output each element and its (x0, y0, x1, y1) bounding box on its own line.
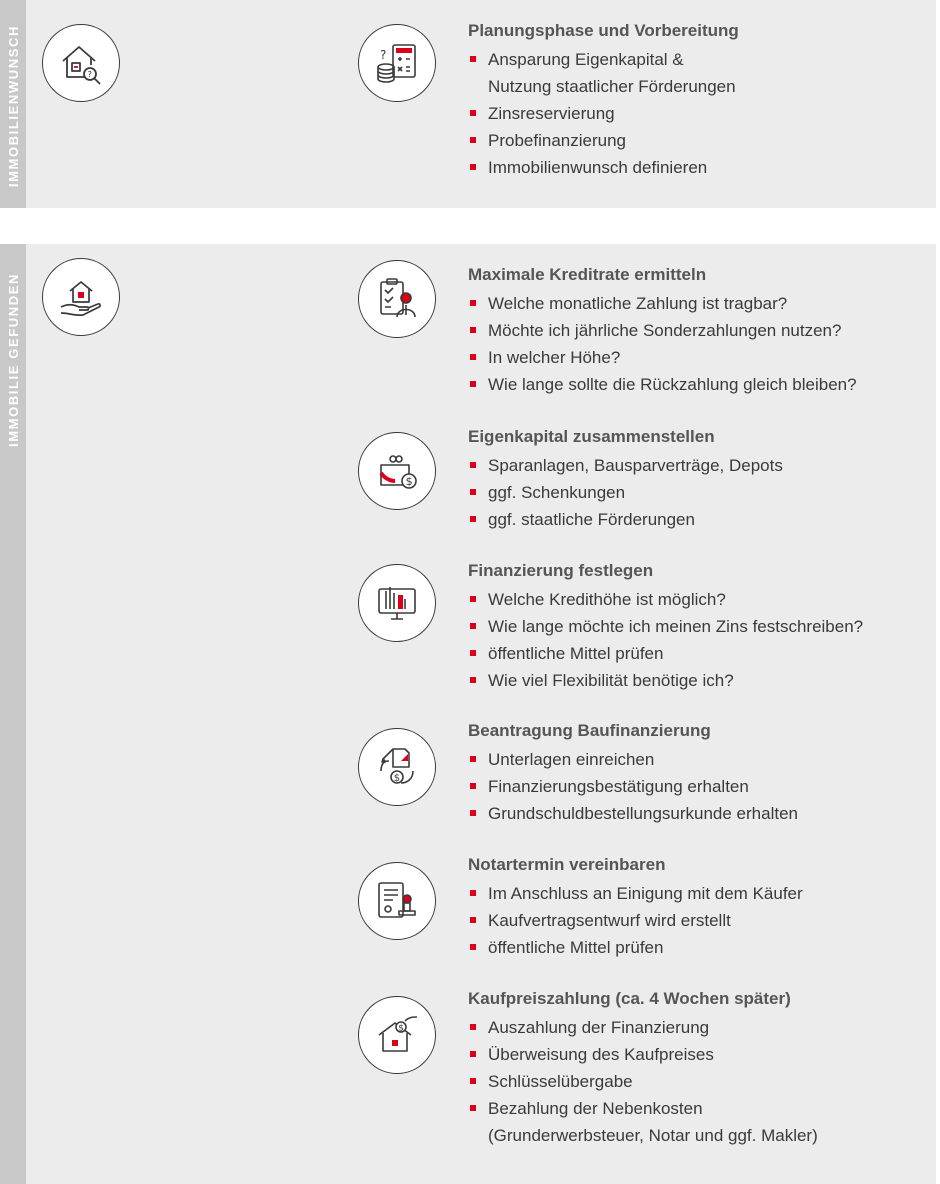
contract-stamp-icon (358, 862, 436, 940)
svg-text:$: $ (405, 475, 413, 489)
section-label: IMMOBILIENWUNSCH (5, 24, 21, 188)
svg-text:$: $ (393, 773, 401, 784)
step-title: Finanzierung festlegen (468, 561, 654, 580)
list-item: Bezahlung der Nebenkosten (Grunderwerbsteuer, Notar und ggf. Makler) (468, 1095, 928, 1149)
house-search-icon (42, 24, 120, 102)
step-eigenkapital (468, 426, 928, 533)
step-finanzierung (468, 560, 928, 694)
house-in-hand-icon (42, 258, 120, 336)
monitor-chart-icon (358, 564, 436, 642)
list-item: ggf. staatliche Förderungen (468, 506, 928, 533)
step-notartermin (468, 854, 928, 961)
list-item: Grundschuldbestellungsurkunde erhalten (468, 800, 928, 827)
step-title: Planungsphase und Vorbereitung (468, 21, 739, 40)
list-item: Unterlagen einreichen (468, 746, 928, 773)
list-item: Immobilienwunsch definieren (468, 154, 928, 181)
section-immobilienwunsch (0, 0, 936, 208)
list-item: Im Anschluss an Einigung mit dem Käufer (468, 880, 928, 907)
document-cycle-dollar-icon (358, 728, 436, 806)
step-title: Notartermin vereinbaren (468, 855, 666, 874)
step-title: Kaufpreiszahlung (ca. 4 Wochen später) (468, 989, 791, 1008)
step-title: Maximale Kreditrate ermitteln (468, 265, 707, 284)
list-item: Wie lange sollte die Rückzahlung gleich bleiben? (468, 371, 928, 398)
list-item: Zinsreservierung (468, 100, 928, 127)
list-item: Sparanlagen, Bausparverträge, Depots (468, 452, 928, 479)
step-title: Eigenkapital zusammenstellen (468, 427, 715, 446)
house-coin-hand-icon (358, 996, 436, 1074)
list-item: Wie lange möchte ich meinen Zins festschreiben? (468, 613, 928, 640)
section-label: IMMOBILIE GEFUNDEN (5, 273, 21, 447)
list-item: Kaufvertragsentwurf wird erstellt (468, 907, 928, 934)
step-beantragung (468, 720, 928, 827)
svg-text:?: ? (87, 70, 92, 79)
list-item: Finanzierungsbestätigung erhalten (468, 773, 928, 800)
step-planungsphase (468, 20, 928, 181)
svg-text:?: ? (380, 48, 387, 62)
section-immobilie-gefunden (0, 244, 936, 1184)
step-kreditrate (468, 264, 928, 398)
step-kaufpreiszahlung (468, 988, 928, 1149)
list-item: Möchte ich jährliche Sonderzahlungen nutzen? (468, 317, 928, 344)
purse-dollar-icon (358, 432, 436, 510)
clipboard-person-icon (358, 260, 436, 338)
list-item: ggf. Schenkungen (468, 479, 928, 506)
list-item: öffentliche Mittel prüfen (468, 934, 928, 961)
list-item: Welche Kredithöhe ist möglich? (468, 586, 928, 613)
svg-text:$: $ (398, 1023, 404, 1034)
list-item: Wie viel Flexibilität benötige ich? (468, 667, 928, 694)
step-title: Beantragung Baufinanzierung (468, 721, 711, 740)
list-item: In welcher Höhe? (468, 344, 928, 371)
list-item: Schlüsselübergabe (468, 1068, 928, 1095)
list-item: Welche monatliche Zahlung ist tragbar? (468, 290, 928, 317)
list-item: Überweisung des Kaufpreises (468, 1041, 928, 1068)
calculator-coins-icon (358, 24, 436, 102)
list-item: Ansparung Eigenkapital & Nutzung staatlicher Förderungen (468, 46, 928, 100)
list-item: öffentliche Mittel prüfen (468, 640, 928, 667)
list-item: Auszahlung der Finanzierung (468, 1014, 928, 1041)
list-item: Probefinanzierung (468, 127, 928, 154)
